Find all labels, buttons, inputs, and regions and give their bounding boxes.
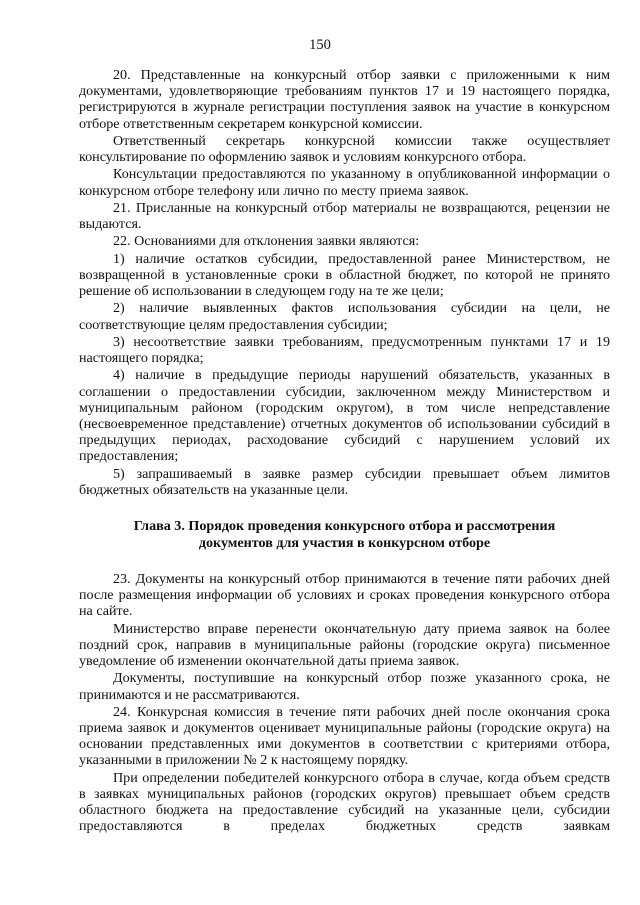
paragraph-deadline-extension: Министерство вправе перенести окончательную дату приема заявок на более поздний срок, направив в муниципальные районы (городские округа) письменное уведомление об изменении окончательной даты приема заявок. [79,620,610,670]
list-item-3: 3) несоответствие заявки требованиям, предусмотренным пунктами 17 и 19 настоящего порядка; [79,333,610,367]
document-body [79,67,610,835]
paragraph-winners: При определении победителей конкурсного отбора в случае, когда объем средств в заявках муниципальных районов (городских округов) превышает объем средств областного бюджета на предоставление субсидий на указанные цели, субсидии предоставляются в пределах бюджетных средств заявкам [79,769,610,835]
chapter-heading-line-2: документов для участия в конкурсном отборе [198,534,491,551]
page-number: 150 [309,37,331,53]
paragraph-consultations: Консультации предоставляются по указанному в опубликованной информации о конкурсном отборе телефону или лично по месту приема заявок. [79,166,610,199]
chapter-heading-line-1: Глава 3. Порядок проведения конкурсного отбора и рассмотрения [133,518,556,535]
paragraph-23: 23. Документы на конкурсный отбор принимаются в течение пяти рабочих дней после размещения информации об условиях и сроках проведения конкурсного отбора на сайте. [79,570,610,620]
list-item-4: 4) наличие в предыдущие периоды нарушений обязательств, указанных в соглашении о предоставлении субсидии, заключенном между Министерством и муниципальным районом (городским округом), в том числе непредставление (несвоевременное представление) отчетных документов об использовании субсидий в предыдущих периодах, расходование субсидий с нарушением условий их предоставления; [79,367,610,465]
list-item-2: 2) наличие выявленных фактов использования субсидии на цели, не соответствующие целям предоставления субсидии; [79,300,610,333]
paragraph-24: 24. Конкурсная комиссия в течение пяти рабочих дней после окончания срока приема заявок и документов оценивает муниципальные районы (городские округа) на основании представленных ими документов в соответствии с критериями отбора, указанными в приложении № 2 к настоящему порядку. [79,703,610,769]
paragraph-20: 20. Представленные на конкурсный отбор заявки с приложенными к ним документами, удовлетворяющие требованиям пунктов 17 и 19 настоящего порядка, регистрируются в журнале регистрации поступления заявок на участие в конкурсном отборе ответственным секретарем конкурсной комиссии. [79,67,610,132]
chapter-heading [79,518,610,551]
paragraph-21: 21. Присланные на конкурсный отбор материалы не возвращаются, рецензии не выдаются. [79,199,610,233]
list-item-1: 1) наличие остатков субсидии, предоставленной ранее Министерством, не возвращенной в установленные сроки в областной бюджет, по которой не принято решение об использовании в следующем году на те же цели; [79,250,610,300]
list-item-5: 5) запрашиваемый в заявке размер субсидии превышает объем лимитов бюджетных обязательств на указанные цели. [79,465,610,498]
paragraph-22: 22. Основаниями для отклонения заявки являются: [113,233,420,250]
paragraph-late-documents: Документы, поступившие на конкурсный отбор позже указанного срока, не принимаются и не рассматриваются. [79,670,610,703]
paragraph-secretary-consulting: Ответственный секретарь конкурсной комиссии также осуществляет консультирование по оформлению заявок и условиям конкурсного отбора. [79,132,610,166]
